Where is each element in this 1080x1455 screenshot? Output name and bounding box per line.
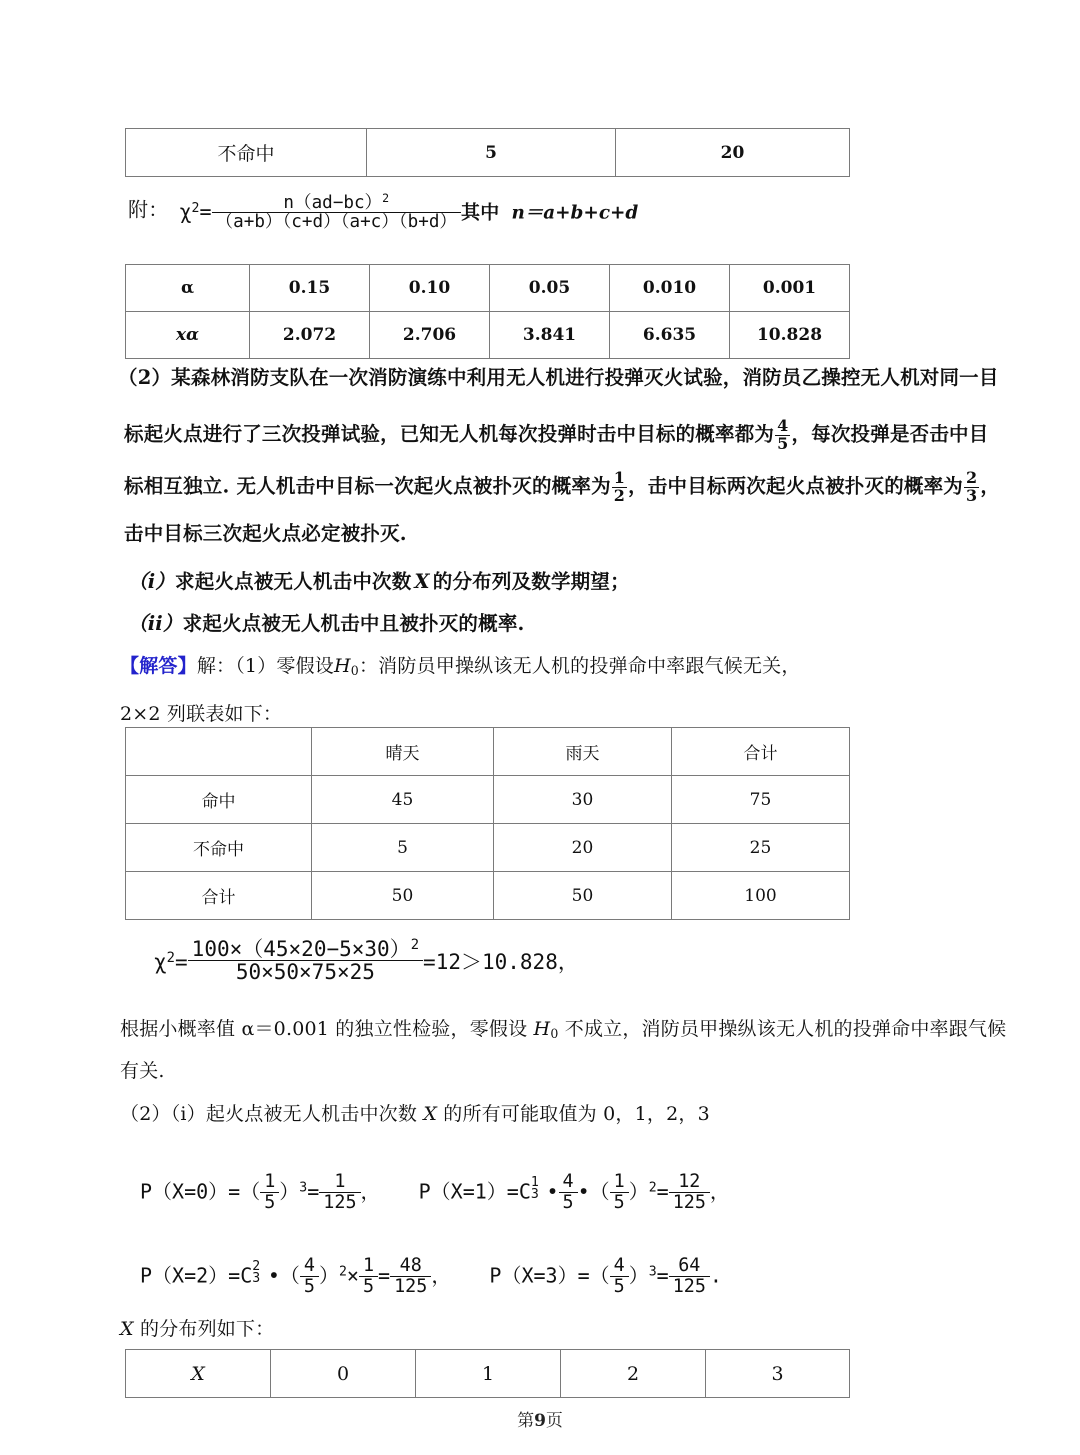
fraction-denominator: 5 — [777, 433, 789, 453]
page-footer — [0, 1406, 1080, 1431]
xalpha-cell-1: 2.706 — [370, 312, 490, 359]
chi-numerator-text: n（ad−bc） — [283, 192, 383, 213]
problem-sub-ii — [128, 614, 525, 634]
answer-tag: 【解答】 — [120, 655, 197, 677]
table-row — [126, 1350, 850, 1398]
p-x1-base-fraction — [610, 1172, 629, 1212]
combination-3-choose-2 — [252, 1258, 268, 1287]
cell-hit-total: 75 — [672, 776, 850, 824]
fraction-denominator: 125 — [390, 1276, 431, 1297]
footer-page-number: 9 — [534, 1411, 546, 1431]
combination-3-choose-1 — [530, 1174, 547, 1203]
sub-i-text-a: 求起火点被无人机击中次数 — [175, 570, 412, 593]
chi-calc-result: =12＞10.828， — [423, 949, 579, 974]
header-rainy: 雨天 — [494, 728, 672, 776]
equals-sign: = — [175, 949, 188, 974]
table-row — [126, 129, 850, 177]
cell-value-rainy: 20 — [616, 129, 850, 177]
fraction-denominator: 125 — [319, 1192, 360, 1213]
probability-fraction-2-3 — [964, 470, 979, 504]
chi-square-calculation — [154, 938, 579, 984]
table-row — [126, 824, 850, 872]
fraction-denominator: 5 — [610, 1192, 629, 1213]
row-label-miss: 不命中 — [126, 824, 312, 872]
top-continuation-table — [125, 128, 850, 177]
answer-line-1-b: ：消防员甲操纵该无人机的投弹命中率跟气候无关， — [358, 655, 801, 677]
combination-subscript: 3 — [530, 1187, 539, 1203]
p-x1-dot2: •（ — [577, 1179, 610, 1204]
conclusion-line-2: 有关. — [120, 1060, 165, 1082]
p-x3-exponent: 3 — [648, 1264, 657, 1280]
chi-calc-denominator: 50×50×75×25 — [188, 960, 423, 983]
dist-X-symbol: X — [191, 1362, 205, 1385]
fraction-numerator: 4 — [613, 1255, 625, 1276]
fraction-denominator: 3 — [966, 485, 978, 505]
table-row — [126, 872, 850, 920]
equals-sign: = — [656, 1263, 669, 1288]
xalpha-cell-3: 6.635 — [610, 312, 730, 359]
alpha-table-wrapper — [125, 264, 850, 359]
fraction-numerator: 4 — [303, 1255, 315, 1276]
p-x2-value-fraction — [390, 1256, 431, 1296]
dist-value-1: 1 — [416, 1350, 561, 1398]
xalpha-label: xα — [175, 325, 200, 345]
alpha-cell-0: 0.15 — [250, 265, 370, 312]
xalpha-cell-4: 10.828 — [730, 312, 850, 359]
conclusion-line-1 — [120, 1020, 1006, 1040]
p-x1-label: P（X=1）=C — [418, 1179, 531, 1204]
alpha-cell-3: 0.010 — [610, 265, 730, 312]
conclusion-line-3-a: （2）（i）起火点被无人机击中次数 — [120, 1103, 424, 1125]
problem-line-2-text-a: 标起火点进行了三次投弹试验，已知无人机每次投弹时击中目标的概率都为 — [124, 422, 775, 446]
cell-miss-sunny: 5 — [312, 824, 494, 872]
fraction-denominator: 2 — [613, 485, 626, 505]
row-label-total: 合计 — [126, 872, 312, 920]
p-x3-label: P（X=3）=（ — [489, 1263, 610, 1288]
chi-numerator-exponent: 2 — [382, 191, 390, 205]
chi-square-definition — [180, 192, 639, 232]
alpha-cell-4: 0.001 — [730, 265, 850, 312]
chi-calc-numerator-exponent: 2 — [410, 937, 420, 954]
chi-denominator: （a+b）（c+d）（a+c）（b+d） — [212, 212, 461, 232]
p-x0-base-fraction — [260, 1172, 279, 1212]
chi-exponent: 2 — [166, 949, 176, 966]
p-x0-tail: ， — [360, 1179, 381, 1204]
alpha-cell-1: 0.10 — [370, 265, 490, 312]
close-paren: ） — [279, 1179, 300, 1204]
p-x0-value-fraction — [319, 1172, 360, 1212]
p-x0-label: P（X=0）=（ — [140, 1179, 261, 1204]
null-hypothesis-subscript: 0 — [350, 662, 359, 678]
combination-superscript: 1 — [530, 1174, 539, 1190]
fraction-numerator: 1 — [362, 1255, 375, 1276]
chi-calc-numerator-text: 100×（45×20−5×30） — [191, 937, 411, 961]
equals-sign: = — [307, 1179, 320, 1204]
p-x3-base-fraction — [610, 1256, 629, 1296]
dist-value-3: 3 — [706, 1350, 850, 1398]
formula-note — [128, 192, 638, 232]
cell-miss-rainy: 20 — [494, 824, 672, 872]
xalpha-cell-0: 2.072 — [250, 312, 370, 359]
fraction-numerator: 1 — [334, 1171, 346, 1192]
chi-symbol: χ — [154, 949, 167, 974]
cell-miss-total: 25 — [672, 824, 850, 872]
answer-line-1-a: 解：（1）零假设 — [196, 655, 335, 677]
table-header-row — [126, 728, 850, 776]
sub-ii-text: 求起火点被无人机击中且被扑灭的概率. — [182, 612, 525, 635]
fraction-numerator: 2 — [966, 468, 978, 488]
p-x2-dot1: •（ — [267, 1263, 300, 1288]
table-row-xalpha — [126, 312, 850, 359]
dist-value-2: 2 — [561, 1350, 706, 1398]
xalpha-row-header — [126, 312, 250, 359]
contingency-table — [125, 727, 850, 920]
p-x3-tail: . — [709, 1263, 722, 1288]
answer-line-2: 2×2 列联表如下： — [120, 703, 283, 725]
fraction-numerator: 48 — [399, 1255, 422, 1276]
p-x2-tail: ， — [431, 1263, 452, 1288]
equals-sign: = — [378, 1263, 391, 1288]
p-x1-exponent: 2 — [648, 1180, 657, 1196]
p-x2-fraction-4-5 — [300, 1256, 319, 1296]
fraction-numerator: 1 — [613, 468, 626, 488]
cell-value-sunny: 5 — [367, 129, 616, 177]
answer-line-1 — [120, 657, 801, 677]
header-total: 合计 — [672, 728, 850, 776]
p-x3-value-fraction — [669, 1256, 710, 1296]
alpha-cell-2: 0.05 — [490, 265, 610, 312]
cell-total-sunny: 50 — [312, 872, 494, 920]
conclusion-line-1-a: 根据小概率值 α＝0.001 的独立性检验，零假设 — [120, 1018, 534, 1040]
conclusion-line-3 — [120, 1105, 710, 1124]
dist-value-0: 0 — [271, 1350, 416, 1398]
table-row-alpha — [126, 265, 850, 312]
cell-hit-rainy: 30 — [494, 776, 672, 824]
cell-label: 不命中 — [126, 129, 367, 177]
random-variable-X: X — [120, 1318, 134, 1340]
formula-note-prefix: 附： — [128, 197, 169, 222]
problem-line-2 — [124, 418, 988, 452]
row-label-hit: 命中 — [126, 776, 312, 824]
problem-line-1: （2）某森林消防支队在一次消防演练中利用无人机进行投弹灭火试验，消防员乙操控无人机对同一目 — [118, 366, 999, 389]
header-sunny: 晴天 — [312, 728, 494, 776]
problem-line-3-text-a: 标相互独立. 无人机击中目标一次起火点被扑灭的概率为 — [124, 474, 611, 498]
table-row — [126, 776, 850, 824]
conclusion-line-3-b: 的所有可能取值为 0，1，2，3 — [437, 1103, 710, 1125]
chi-tail-formula: n＝a+b+c+d — [511, 202, 639, 224]
footer-suffix: 页 — [545, 1411, 563, 1431]
probability-fraction-4-5 — [775, 418, 790, 452]
p-x2-exponent: 2 — [338, 1264, 347, 1280]
equals-sign: = — [199, 199, 212, 224]
close-paren: ） — [628, 1179, 649, 1204]
footer-prefix: 第 — [517, 1411, 535, 1431]
p-x2-label: P（X=2）=C — [140, 1263, 253, 1288]
combination-superscript: 2 — [252, 1258, 261, 1274]
probability-fraction-1-2 — [612, 470, 627, 504]
xalpha-cell-2: 3.841 — [490, 312, 610, 359]
null-hypothesis-symbol: H — [334, 655, 351, 677]
fraction-numerator: 1 — [613, 1171, 625, 1192]
problem-line-4: 击中目标三次起火点必定被扑灭. — [124, 522, 407, 545]
distribution-intro — [120, 1320, 274, 1339]
problem-line-2-text-b: ，每次投弹是否击中目 — [791, 422, 989, 446]
problem-line-3 — [124, 470, 1000, 504]
conclusion-line-1-b: 不成立，消防员甲操纵该无人机的投弹命中率跟气候 — [558, 1018, 1007, 1040]
chi-tail-label: 其中 — [461, 201, 500, 224]
problem-sub-i — [128, 572, 630, 592]
fraction-denominator: 5 — [300, 1276, 319, 1297]
p-x1-fraction-4-5 — [559, 1172, 578, 1212]
sub-i-label: （i） — [128, 570, 176, 593]
p-x2-fraction-1-5 — [359, 1256, 378, 1296]
chi-fraction — [212, 192, 461, 232]
cell-total-rainy: 50 — [494, 872, 672, 920]
probability-line-1 — [140, 1172, 730, 1212]
fraction-denominator: 125 — [669, 1276, 710, 1297]
p-x2-times: × — [346, 1263, 359, 1288]
null-hypothesis-symbol: H — [533, 1018, 551, 1040]
distribution-table — [125, 1349, 850, 1398]
combination-subscript: 3 — [252, 1271, 261, 1287]
null-hypothesis-subscript: 0 — [550, 1025, 559, 1041]
cell-grand-total: 100 — [672, 872, 850, 920]
dist-variable-label — [126, 1350, 271, 1398]
equals-sign: = — [656, 1179, 669, 1204]
sub-i-variable: X — [414, 570, 430, 593]
fraction-denominator: 5 — [610, 1276, 629, 1297]
random-variable-X: X — [423, 1103, 438, 1125]
chi-numerator — [212, 192, 461, 212]
problem-line-3-text-c: ， — [980, 474, 1001, 498]
distribution-intro-text: 的分布列如下： — [133, 1318, 275, 1340]
fraction-denominator: 125 — [669, 1192, 710, 1213]
fraction-numerator: 12 — [678, 1171, 701, 1192]
probability-line-2 — [140, 1256, 722, 1296]
sub-i-text-b: 的分布列及数学期望； — [432, 570, 630, 593]
chi-calc-numerator — [188, 938, 423, 960]
sub-ii-label: （ii） — [128, 612, 183, 635]
header-corner — [126, 728, 312, 776]
fraction-numerator: 4 — [777, 416, 789, 436]
close-paren: ） — [318, 1263, 339, 1288]
p-x1-dot1: • — [546, 1179, 559, 1204]
close-paren: ） — [628, 1263, 649, 1288]
fraction-denominator: 5 — [260, 1192, 279, 1213]
p-x1-value-fraction — [669, 1172, 710, 1212]
fraction-denominator: 5 — [559, 1192, 578, 1213]
p-x0-exponent: 3 — [299, 1180, 308, 1196]
fraction-numerator: 1 — [264, 1171, 276, 1192]
cell-hit-sunny: 45 — [312, 776, 494, 824]
problem-line-3-text-b: ，击中目标两次起火点被扑灭的概率为 — [628, 474, 964, 498]
chi-calc-fraction — [188, 938, 423, 984]
alpha-row-header: α — [126, 265, 250, 312]
chi-symbol: χ — [179, 199, 192, 224]
fraction-numerator: 64 — [678, 1255, 701, 1276]
p-x1-tail: ， — [709, 1179, 730, 1204]
fraction-numerator: 4 — [562, 1171, 574, 1192]
chi-exponent: 2 — [191, 201, 200, 217]
fraction-denominator: 5 — [359, 1276, 378, 1297]
